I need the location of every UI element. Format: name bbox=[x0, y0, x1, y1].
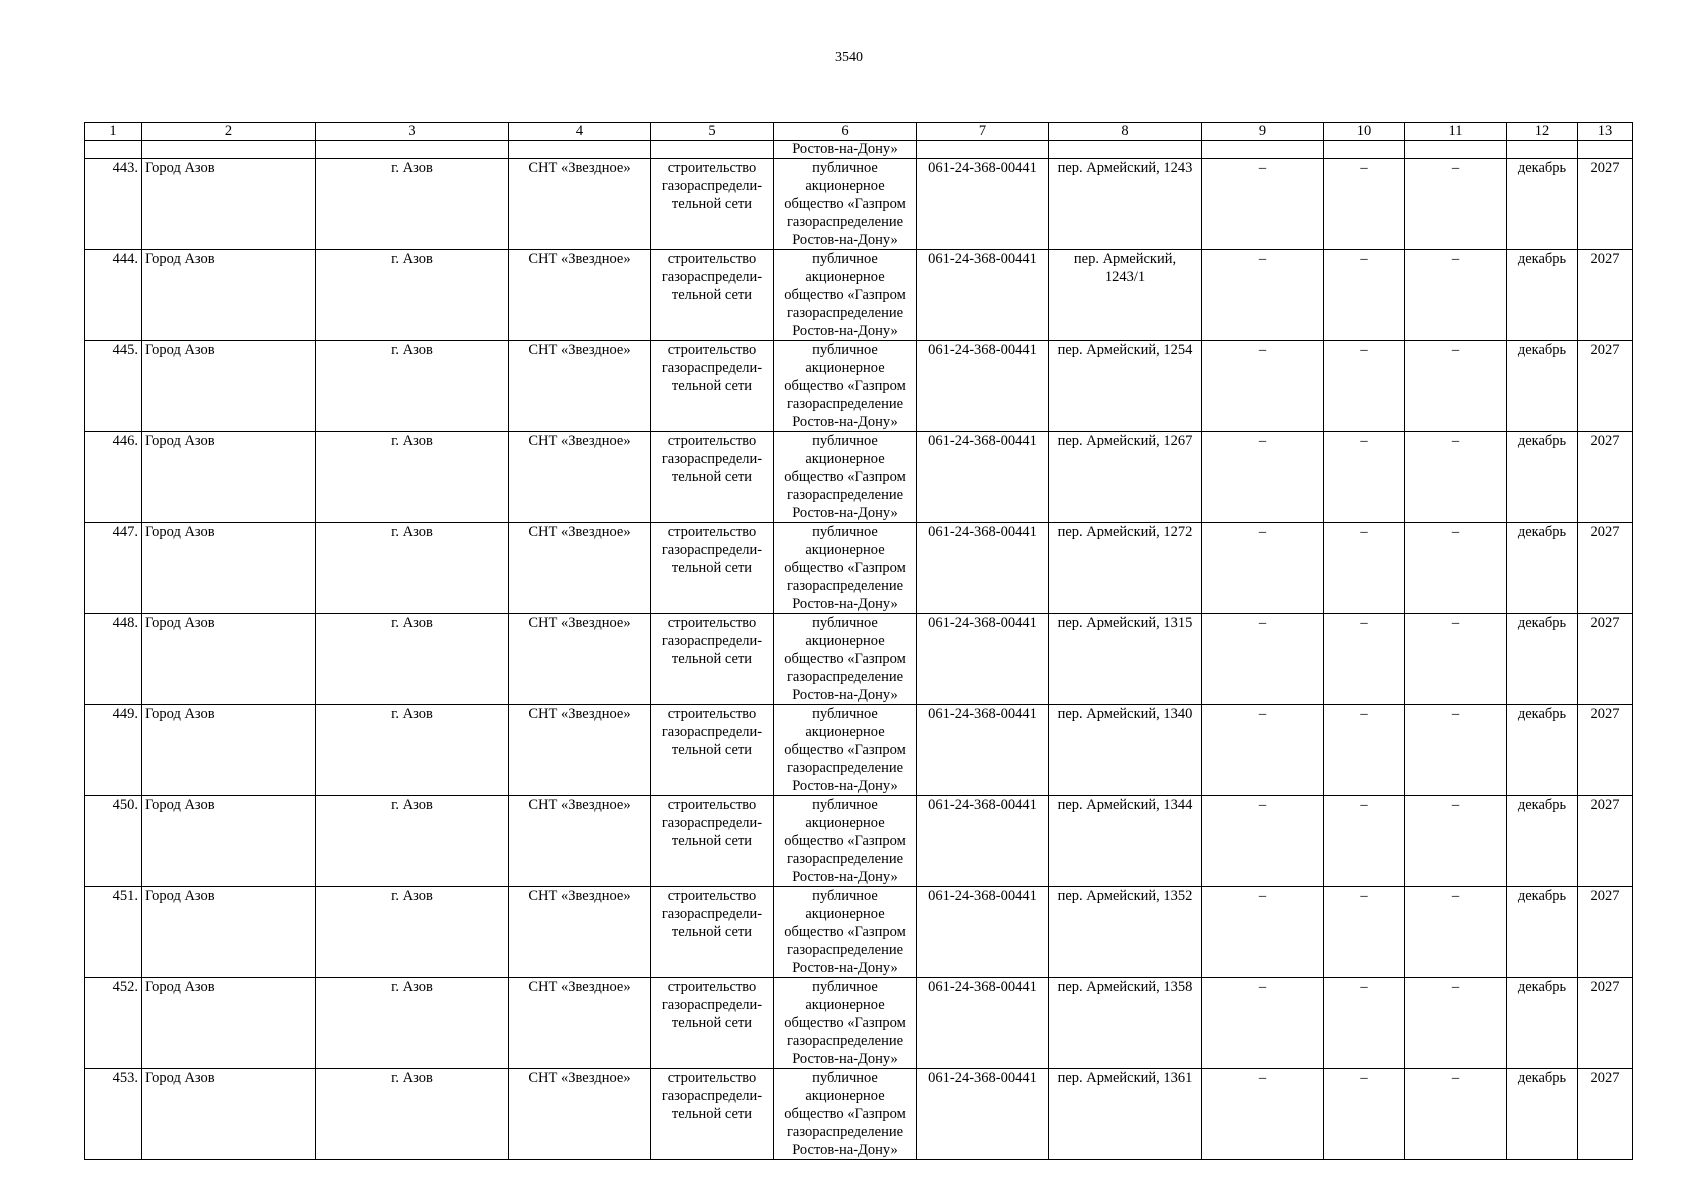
address: пер. Армейский, 1361 bbox=[1049, 1069, 1202, 1160]
organization: публичное акционерное общество «Газпром газораспределение Ростов-на-Дону» bbox=[774, 250, 917, 341]
column-10-value: – bbox=[1324, 1069, 1405, 1160]
address: пер. Армейский, 1352 bbox=[1049, 887, 1202, 978]
column-10-value: – bbox=[1324, 978, 1405, 1069]
year: 2027 bbox=[1578, 523, 1633, 614]
location: СНТ «Звездное» bbox=[509, 341, 651, 432]
settlement: г. Азов bbox=[316, 1069, 509, 1160]
table-row bbox=[85, 1069, 1633, 1160]
continuation-row bbox=[85, 141, 1633, 159]
column-number: 4 bbox=[509, 123, 651, 141]
row-number: 451. bbox=[85, 887, 142, 978]
column-11-value: – bbox=[1405, 432, 1507, 523]
column-10-value: – bbox=[1324, 705, 1405, 796]
column-number: 5 bbox=[651, 123, 774, 141]
location: СНТ «Звездное» bbox=[509, 432, 651, 523]
table-row bbox=[85, 341, 1633, 432]
table-cell bbox=[651, 141, 774, 159]
year: 2027 bbox=[1578, 796, 1633, 887]
registry-number: 061-24-368-00441 bbox=[917, 432, 1049, 523]
row-number: 452. bbox=[85, 978, 142, 1069]
municipality: Город Азов bbox=[142, 887, 316, 978]
month: декабрь bbox=[1507, 978, 1578, 1069]
location: СНТ «Звездное» bbox=[509, 614, 651, 705]
registry-number: 061-24-368-00441 bbox=[917, 159, 1049, 250]
municipality: Город Азов bbox=[142, 1069, 316, 1160]
table-cell bbox=[142, 141, 316, 159]
month: декабрь bbox=[1507, 705, 1578, 796]
column-number: 3 bbox=[316, 123, 509, 141]
work-type: строительство газораспредели-тельной сети bbox=[651, 705, 774, 796]
address: пер. Армейский, 1358 bbox=[1049, 978, 1202, 1069]
column-11-value: – bbox=[1405, 705, 1507, 796]
municipality: Город Азов bbox=[142, 250, 316, 341]
column-11-value: – bbox=[1405, 523, 1507, 614]
organization: публичное акционерное общество «Газпром газораспределение Ростов-на-Дону» bbox=[774, 523, 917, 614]
data-table bbox=[84, 122, 1633, 1160]
registry-number: 061-24-368-00441 bbox=[917, 796, 1049, 887]
work-type: строительство газораспредели-тельной сети bbox=[651, 978, 774, 1069]
table-cell bbox=[85, 141, 142, 159]
work-type: строительство газораспредели-тельной сети bbox=[651, 614, 774, 705]
column-number: 8 bbox=[1049, 123, 1202, 141]
table-row bbox=[85, 887, 1633, 978]
column-9-value: – bbox=[1202, 250, 1324, 341]
column-11-value: – bbox=[1405, 887, 1507, 978]
column-11-value: – bbox=[1405, 614, 1507, 705]
organization: публичное акционерное общество «Газпром газораспределение Ростов-на-Дону» bbox=[774, 978, 917, 1069]
location: СНТ «Звездное» bbox=[509, 1069, 651, 1160]
column-10-value: – bbox=[1324, 250, 1405, 341]
column-10-value: – bbox=[1324, 432, 1405, 523]
location: СНТ «Звездное» bbox=[509, 250, 651, 341]
registry-number: 061-24-368-00441 bbox=[917, 705, 1049, 796]
address: пер. Армейский, 1315 bbox=[1049, 614, 1202, 705]
column-11-value: – bbox=[1405, 796, 1507, 887]
organization: публичное акционерное общество «Газпром газораспределение Ростов-на-Дону» bbox=[774, 887, 917, 978]
work-type: строительство газораспредели-тельной сети bbox=[651, 523, 774, 614]
organization: публичное акционерное общество «Газпром газораспределение Ростов-на-Дону» bbox=[774, 1069, 917, 1160]
location: СНТ «Звездное» bbox=[509, 796, 651, 887]
organization: публичное акционерное общество «Газпром газораспределение Ростов-на-Дону» bbox=[774, 159, 917, 250]
column-9-value: – bbox=[1202, 705, 1324, 796]
column-10-value: – bbox=[1324, 887, 1405, 978]
work-type: строительство газораспредели-тельной сети bbox=[651, 250, 774, 341]
table-cell bbox=[1578, 141, 1633, 159]
year: 2027 bbox=[1578, 614, 1633, 705]
month: декабрь bbox=[1507, 887, 1578, 978]
column-9-value: – bbox=[1202, 159, 1324, 250]
address: пер. Армейский, 1340 bbox=[1049, 705, 1202, 796]
column-9-value: – bbox=[1202, 978, 1324, 1069]
column-number: 10 bbox=[1324, 123, 1405, 141]
settlement: г. Азов bbox=[316, 705, 509, 796]
column-9-value: – bbox=[1202, 796, 1324, 887]
year: 2027 bbox=[1578, 978, 1633, 1069]
table-body bbox=[85, 123, 1633, 1160]
column-11-value: – bbox=[1405, 1069, 1507, 1160]
registry-number: 061-24-368-00441 bbox=[917, 341, 1049, 432]
settlement: г. Азов bbox=[316, 341, 509, 432]
location: СНТ «Звездное» bbox=[509, 705, 651, 796]
location: СНТ «Звездное» bbox=[509, 887, 651, 978]
column-number: 12 bbox=[1507, 123, 1578, 141]
column-number: 6 bbox=[774, 123, 917, 141]
municipality: Город Азов bbox=[142, 796, 316, 887]
row-number: 445. bbox=[85, 341, 142, 432]
municipality: Город Азов bbox=[142, 705, 316, 796]
year: 2027 bbox=[1578, 159, 1633, 250]
settlement: г. Азов bbox=[316, 250, 509, 341]
municipality: Город Азов bbox=[142, 159, 316, 250]
column-11-value: – bbox=[1405, 159, 1507, 250]
settlement: г. Азов bbox=[316, 523, 509, 614]
table-cell bbox=[509, 141, 651, 159]
work-type: строительство газораспредели-тельной сети bbox=[651, 159, 774, 250]
year: 2027 bbox=[1578, 1069, 1633, 1160]
column-number: 13 bbox=[1578, 123, 1633, 141]
month: декабрь bbox=[1507, 1069, 1578, 1160]
column-9-value: – bbox=[1202, 341, 1324, 432]
column-9-value: – bbox=[1202, 523, 1324, 614]
table-cell bbox=[316, 141, 509, 159]
column-10-value: – bbox=[1324, 341, 1405, 432]
table-row bbox=[85, 523, 1633, 614]
month: декабрь bbox=[1507, 159, 1578, 250]
column-10-value: – bbox=[1324, 614, 1405, 705]
table-row bbox=[85, 978, 1633, 1069]
table-row bbox=[85, 250, 1633, 341]
address: пер. Армейский, 1243/1 bbox=[1049, 250, 1202, 341]
column-10-value: – bbox=[1324, 159, 1405, 250]
column-9-value: – bbox=[1202, 887, 1324, 978]
work-type: строительство газораспредели-тельной сети bbox=[651, 341, 774, 432]
registry-number: 061-24-368-00441 bbox=[917, 250, 1049, 341]
table-row bbox=[85, 432, 1633, 523]
month: декабрь bbox=[1507, 250, 1578, 341]
row-number: 450. bbox=[85, 796, 142, 887]
work-type: строительство газораспредели-тельной сети bbox=[651, 1069, 774, 1160]
column-number: 7 bbox=[917, 123, 1049, 141]
settlement: г. Азов bbox=[316, 796, 509, 887]
municipality: Город Азов bbox=[142, 614, 316, 705]
column-9-value: – bbox=[1202, 614, 1324, 705]
location: СНТ «Звездное» bbox=[509, 978, 651, 1069]
settlement: г. Азов bbox=[316, 432, 509, 523]
table-row bbox=[85, 614, 1633, 705]
municipality: Город Азов bbox=[142, 341, 316, 432]
month: декабрь bbox=[1507, 523, 1578, 614]
table-cell bbox=[1049, 141, 1202, 159]
table-cell bbox=[1202, 141, 1324, 159]
column-number: 1 bbox=[85, 123, 142, 141]
organization: публичное акционерное общество «Газпром газораспределение Ростов-на-Дону» bbox=[774, 341, 917, 432]
organization: публичное акционерное общество «Газпром газораспределение Ростов-на-Дону» bbox=[774, 705, 917, 796]
table-cell bbox=[1324, 141, 1405, 159]
municipality: Город Азов bbox=[142, 432, 316, 523]
organization: публичное акционерное общество «Газпром газораспределение Ростов-на-Дону» bbox=[774, 432, 917, 523]
column-number: 9 bbox=[1202, 123, 1324, 141]
continuation-text: Ростов-на-Дону» bbox=[774, 141, 917, 159]
column-11-value: – bbox=[1405, 978, 1507, 1069]
table-cell bbox=[917, 141, 1049, 159]
address: пер. Армейский, 1254 bbox=[1049, 341, 1202, 432]
column-9-value: – bbox=[1202, 1069, 1324, 1160]
row-number: 449. bbox=[85, 705, 142, 796]
address: пер. Армейский, 1272 bbox=[1049, 523, 1202, 614]
registry-number: 061-24-368-00441 bbox=[917, 1069, 1049, 1160]
table-row bbox=[85, 705, 1633, 796]
column-number: 11 bbox=[1405, 123, 1507, 141]
work-type: строительство газораспредели-тельной сети bbox=[651, 887, 774, 978]
row-number: 443. bbox=[85, 159, 142, 250]
registry-number: 061-24-368-00441 bbox=[917, 887, 1049, 978]
column-10-value: – bbox=[1324, 796, 1405, 887]
work-type: строительство газораспредели-тельной сети bbox=[651, 432, 774, 523]
settlement: г. Азов bbox=[316, 614, 509, 705]
column-9-value: – bbox=[1202, 432, 1324, 523]
registry-number: 061-24-368-00441 bbox=[917, 978, 1049, 1069]
column-11-value: – bbox=[1405, 250, 1507, 341]
month: декабрь bbox=[1507, 341, 1578, 432]
organization: публичное акционерное общество «Газпром газораспределение Ростов-на-Дону» bbox=[774, 796, 917, 887]
location: СНТ «Звездное» bbox=[509, 159, 651, 250]
year: 2027 bbox=[1578, 705, 1633, 796]
settlement: г. Азов bbox=[316, 978, 509, 1069]
table-row bbox=[85, 796, 1633, 887]
work-type: строительство газораспредели-тельной сети bbox=[651, 796, 774, 887]
column-10-value: – bbox=[1324, 523, 1405, 614]
row-number: 447. bbox=[85, 523, 142, 614]
registry-number: 061-24-368-00441 bbox=[917, 614, 1049, 705]
column-11-value: – bbox=[1405, 341, 1507, 432]
month: декабрь bbox=[1507, 432, 1578, 523]
page-number: 3540 bbox=[835, 50, 863, 65]
settlement: г. Азов bbox=[316, 159, 509, 250]
table-row bbox=[85, 159, 1633, 250]
row-number: 453. bbox=[85, 1069, 142, 1160]
row-number: 444. bbox=[85, 250, 142, 341]
registry-number: 061-24-368-00441 bbox=[917, 523, 1049, 614]
organization: публичное акционерное общество «Газпром газораспределение Ростов-на-Дону» bbox=[774, 614, 917, 705]
column-number-row bbox=[85, 123, 1633, 141]
municipality: Город Азов bbox=[142, 978, 316, 1069]
row-number: 448. bbox=[85, 614, 142, 705]
month: декабрь bbox=[1507, 796, 1578, 887]
year: 2027 bbox=[1578, 432, 1633, 523]
year: 2027 bbox=[1578, 341, 1633, 432]
address: пер. Армейский, 1243 bbox=[1049, 159, 1202, 250]
settlement: г. Азов bbox=[316, 887, 509, 978]
address: пер. Армейский, 1267 bbox=[1049, 432, 1202, 523]
address: пер. Армейский, 1344 bbox=[1049, 796, 1202, 887]
year: 2027 bbox=[1578, 250, 1633, 341]
year: 2027 bbox=[1578, 887, 1633, 978]
location: СНТ «Звездное» bbox=[509, 523, 651, 614]
table-cell bbox=[1405, 141, 1507, 159]
row-number: 446. bbox=[85, 432, 142, 523]
table-cell bbox=[1507, 141, 1578, 159]
month: декабрь bbox=[1507, 614, 1578, 705]
municipality: Город Азов bbox=[142, 523, 316, 614]
column-number: 2 bbox=[142, 123, 316, 141]
